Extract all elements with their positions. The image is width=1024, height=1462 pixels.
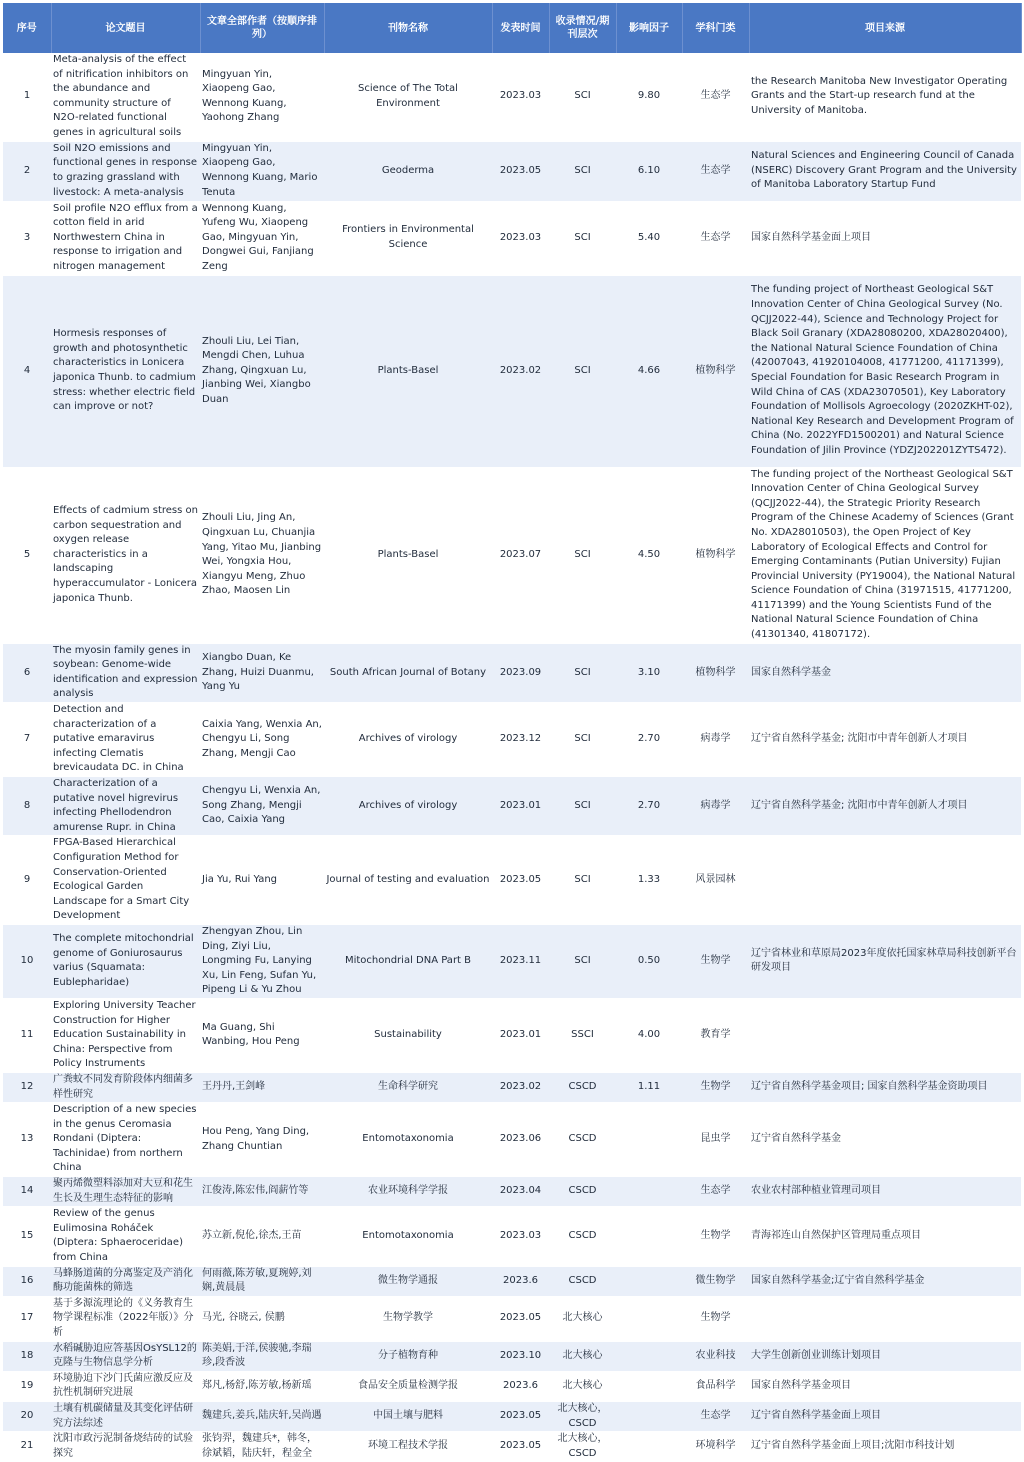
cell-title: The complete mitochondrial genome of Goniurosaurus varius (Squamata: Eublepharidae) [51, 924, 200, 998]
table-row [3, 998, 1021, 1072]
table-row [3, 1207, 1021, 1266]
cell-impact-factor: 4.50 [616, 467, 682, 643]
cell-discipline: 微生物学 [682, 1266, 749, 1296]
cell-date: 2023.06 [492, 1103, 549, 1177]
cell-journal: 中国土壤与肥料 [324, 1401, 492, 1431]
cell-indexing: CSCD [549, 1103, 616, 1177]
cell-funding: The funding project of Northeast Geological S&T Innovation Center of China Geological Survey (No. QCJJ2022-44), Science and Technology Project for Black Soil Granary (XDA28080200, XDA28020400), the National Natural Science Foundation of China (42007043, 41920104008, 41771200, 41171399), Special Foundation for Basic Research Program in Wild China of CAS (XDA23070501), Key Laboratory Foundation of Mollisols Agroecology (2020ZKHT-02), National Key Research and Development Program of China (No. 2022YFD1500201) and Natural Science Foundation of Jilin Province (YDZJ202201ZYTS472). [749, 275, 1021, 467]
col-header-index: 序号 [3, 3, 51, 53]
table-row [3, 1103, 1021, 1177]
cell-date: 2023.6 [492, 1266, 549, 1296]
header-row [3, 3, 1021, 53]
cell-journal: Plants-Basel [324, 275, 492, 467]
cell-funding: 农业农村部种植业管理司项目 [749, 1177, 1021, 1207]
cell-funding: 辽宁省自然科学基金项目; 国家自然科学基金资助项目 [749, 1072, 1021, 1102]
cell-title: 基于多源流理论的《义务教育生物学课程标准（2022年版）》分析 [51, 1296, 200, 1341]
cell-impact-factor: 1.11 [616, 1072, 682, 1102]
cell-discipline: 生物学 [682, 1207, 749, 1266]
cell-date: 2023.09 [492, 643, 549, 702]
cell-journal: 微生物学通报 [324, 1266, 492, 1296]
cell-authors: 张钧羿，魏建兵*，韩冬，徐斌韬，陆庆轩，程金全 [200, 1432, 324, 1462]
cell-title: Description of a new species in the genus Ceromasia Rondani (Diptera: Tachinidae) from northern China [51, 1103, 200, 1177]
col-header-authors: 文章全部作者（按顺序排列） [200, 3, 324, 53]
cell-index: 19 [3, 1371, 51, 1401]
cell-indexing: 北大核心 [549, 1341, 616, 1371]
cell-funding: 辽宁省林业和草原局2023年度依托国家林草局科技创新平台研发项目 [749, 924, 1021, 998]
cell-date: 2023.05 [492, 1296, 549, 1341]
cell-funding: 国家自然科学基金 [749, 643, 1021, 702]
cell-authors: Mingyuan Yin, Xiaopeng Gao, Wennong Kuang, Yaohong Zhang [200, 53, 324, 141]
cell-indexing: 北大核心，CSCD [549, 1432, 616, 1462]
table-row [3, 1296, 1021, 1341]
cell-date: 2023.07 [492, 467, 549, 643]
cell-funding: The funding project of the Northeast Geological S&T Innovation Center of China Geological Survey (QCJJ2022-44), the Strategic Priority Research Program of the Chinese Academy of Sciences (Grant No. XDA28010503), the Open Project of Key Laboratory of Ecological Effects and Control for Emerging Contaminants (Putian University) Fujian Provincial University (PY19004), the National Natural Science Foundation of China (31971515, 41771200, 41171399) and the Young Scientists Fund of the National Natural Science Foundation of China (41301340, 41807172). [749, 467, 1021, 643]
cell-journal: 环境工程技术学报 [324, 1432, 492, 1462]
cell-date: 2023.03 [492, 1207, 549, 1266]
cell-title: 环境胁迫下沙门氏菌应激反应及抗性机制研究进展 [51, 1371, 200, 1401]
cell-impact-factor [616, 1432, 682, 1462]
cell-discipline: 生物学 [682, 924, 749, 998]
cell-impact-factor [616, 1177, 682, 1207]
cell-authors: Jia Yu, Rui Yang [200, 836, 324, 925]
cell-date: 2023.02 [492, 1072, 549, 1102]
col-header-title: 论文题目 [51, 3, 200, 53]
cell-authors: Zhouli Liu, Lei Tian, Mengdi Chen, Luhua Zhang, Qingxuan Lu, Jianbing Wei, Xiangbo Duan [200, 275, 324, 467]
cell-title: 沈阳市政污泥制备烧结砖的试验探究 [51, 1432, 200, 1462]
cell-index: 12 [3, 1072, 51, 1102]
table-row [3, 836, 1021, 925]
cell-date: 2023.12 [492, 703, 549, 777]
cell-index: 16 [3, 1266, 51, 1296]
cell-indexing: SCI [549, 924, 616, 998]
table-row [3, 275, 1021, 467]
cell-title: Soil profile N2O efflux from a cotton field in arid Northwestern China in response to irrigation and nitrogen management [51, 201, 200, 275]
table-row [3, 924, 1021, 998]
cell-title: Soil N2O emissions and functional genes in response to grazing grassland with livestock: A meta-analysis [51, 141, 200, 201]
table-row [3, 777, 1021, 836]
col-header-discipline: 学科门类 [682, 3, 749, 53]
cell-funding [749, 836, 1021, 925]
cell-impact-factor: 0.50 [616, 924, 682, 998]
cell-funding [749, 998, 1021, 1072]
cell-index: 20 [3, 1401, 51, 1431]
cell-indexing: SCI [549, 703, 616, 777]
cell-journal: Geoderma [324, 141, 492, 201]
cell-title: Characterization of a putative novel higrevirus infecting Phellodendron amurense Rupr. in China [51, 777, 200, 836]
cell-index: 9 [3, 836, 51, 925]
col-header-funding: 项目来源 [749, 3, 1021, 53]
publication-table [3, 3, 1022, 1462]
cell-index: 21 [3, 1432, 51, 1462]
cell-authors: Xiangbo Duan, Ke Zhang, Huizi Duanmu, Yang Yu [200, 643, 324, 702]
cell-index: 8 [3, 777, 51, 836]
cell-date: 2023.01 [492, 777, 549, 836]
cell-journal: South African Journal of Botany [324, 643, 492, 702]
table-row [3, 1432, 1021, 1462]
cell-journal: Archives of virology [324, 703, 492, 777]
cell-journal: Archives of virology [324, 777, 492, 836]
cell-title: 水稻碱胁迫应答基因OsYSL12的克隆与生物信息学分析 [51, 1341, 200, 1371]
cell-funding: 辽宁省自然科学基金 [749, 1103, 1021, 1177]
cell-date: 2023.03 [492, 201, 549, 275]
cell-title: Exploring University Teacher Construction for Higher Education Sustainability in China: Perspective from Policy Instruments [51, 998, 200, 1072]
cell-title: Meta-analysis of the effect of nitrification inhibitors on the abundance and community structure of N2O-related functional genes in agricultural soils [51, 53, 200, 141]
cell-impact-factor: 4.00 [616, 998, 682, 1072]
cell-funding: 青海祁连山自然保护区管理局重点项目 [749, 1207, 1021, 1266]
cell-discipline: 食品科学 [682, 1371, 749, 1401]
cell-funding: 国家自然科学基金;辽宁省自然科学基金 [749, 1266, 1021, 1296]
cell-indexing: CSCD [549, 1207, 616, 1266]
col-header-impact-factor: 影响因子 [616, 3, 682, 53]
cell-funding: the Research Manitoba New Investigator Operating Grants and the Start-up research fund at the University of Manitoba. [749, 53, 1021, 141]
cell-authors: 魏建兵,姜兵,陆庆轩,吴尚遇 [200, 1401, 324, 1431]
cell-title: Review of the genus Eulimosina Roháček (Diptera: Sphaeroceridae) from China [51, 1207, 200, 1266]
cell-impact-factor [616, 1266, 682, 1296]
cell-date: 2023.6 [492, 1371, 549, 1401]
cell-funding: 大学生创新创业训练计划项目 [749, 1341, 1021, 1371]
table-row [3, 53, 1021, 141]
cell-indexing: SCI [549, 467, 616, 643]
cell-impact-factor [616, 1401, 682, 1431]
cell-discipline: 风景园林 [682, 836, 749, 925]
cell-discipline: 生物学 [682, 1296, 749, 1341]
cell-date: 2023.05 [492, 1432, 549, 1462]
cell-date: 2023.03 [492, 53, 549, 141]
cell-journal: 农业环境科学学报 [324, 1177, 492, 1207]
cell-discipline: 农业科技 [682, 1341, 749, 1371]
cell-impact-factor [616, 1371, 682, 1401]
cell-discipline: 生态学 [682, 141, 749, 201]
cell-authors: Caixia Yang, Wenxia An, Chengyu Li, Song Zhang, Mengji Cao [200, 703, 324, 777]
cell-impact-factor [616, 1296, 682, 1341]
table-row [3, 1371, 1021, 1401]
cell-date: 2023.02 [492, 275, 549, 467]
cell-indexing: SCI [549, 777, 616, 836]
cell-journal: 生命科学研究 [324, 1072, 492, 1102]
cell-title: The myosin family genes in soybean: Genome-wide identification and expression analysis [51, 643, 200, 702]
cell-indexing: SCI [549, 141, 616, 201]
table-row [3, 201, 1021, 275]
cell-indexing: SSCI [549, 998, 616, 1072]
table-row [3, 1177, 1021, 1207]
cell-indexing: 北大核心 [549, 1296, 616, 1341]
cell-authors: 苏立新,倪伦,徐杰,王苗 [200, 1207, 324, 1266]
cell-date: 2023.10 [492, 1341, 549, 1371]
cell-title: 马蜂肠道菌的分离鉴定及产消化酶功能菌株的筛选 [51, 1266, 200, 1296]
cell-discipline: 生态学 [682, 53, 749, 141]
cell-impact-factor: 6.10 [616, 141, 682, 201]
cell-impact-factor [616, 1103, 682, 1177]
cell-indexing: SCI [549, 836, 616, 925]
cell-authors: Ma Guang, Shi Wanbing, Hou Peng [200, 998, 324, 1072]
cell-funding: Natural Sciences and Engineering Council of Canada (NSERC) Discovery Grant Program and the University of Manitoba Laboratory Startup Fund [749, 141, 1021, 201]
cell-date: 2023.05 [492, 836, 549, 925]
cell-impact-factor: 4.66 [616, 275, 682, 467]
cell-discipline: 生态学 [682, 1401, 749, 1431]
cell-authors: Chengyu Li, Wenxia An, Song Zhang, Mengji Cao, Caixia Yang [200, 777, 324, 836]
cell-journal: Journal of testing and evaluation [324, 836, 492, 925]
cell-title: 土壤有机碳储量及其变化评估研究方法综述 [51, 1401, 200, 1431]
cell-authors: 江俊涛,陈宏伟,阎薪竹等 [200, 1177, 324, 1207]
cell-journal: Sustainability [324, 998, 492, 1072]
table-row [3, 1341, 1021, 1371]
cell-indexing: 北大核心 [549, 1371, 616, 1401]
cell-index: 10 [3, 924, 51, 998]
cell-indexing: CSCD [549, 1072, 616, 1102]
table-row [3, 1266, 1021, 1296]
col-header-date: 发表时间 [492, 3, 549, 53]
cell-authors: 马光, 谷晓云, 侯鹏 [200, 1296, 324, 1341]
cell-date: 2023.05 [492, 1401, 549, 1431]
cell-journal: 生物学教学 [324, 1296, 492, 1341]
table-row [3, 467, 1021, 643]
cell-journal: 分子植物育种 [324, 1341, 492, 1371]
cell-indexing: SCI [549, 643, 616, 702]
cell-index: 3 [3, 201, 51, 275]
cell-discipline: 植物科学 [682, 643, 749, 702]
cell-index: 4 [3, 275, 51, 467]
col-header-indexing: 收录情况/期刊层次 [549, 3, 616, 53]
cell-indexing: SCI [549, 201, 616, 275]
cell-index: 13 [3, 1103, 51, 1177]
cell-discipline: 生物学 [682, 1072, 749, 1102]
cell-authors: 郑凡,杨舒,陈芳敏,杨新瑶 [200, 1371, 324, 1401]
cell-indexing: CSCD [549, 1266, 616, 1296]
cell-index: 7 [3, 703, 51, 777]
cell-title: Effects of cadmium stress on carbon sequestration and oxygen release characteristics in a landscaping hyperaccumulator - Lonicera japonica Thunb. [51, 467, 200, 643]
cell-authors: 陈美娟,于洋,侯骏驰,李瑞珍,段香波 [200, 1341, 324, 1371]
table-row [3, 703, 1021, 777]
cell-indexing: SCI [549, 53, 616, 141]
cell-discipline: 生态学 [682, 201, 749, 275]
cell-impact-factor: 2.70 [616, 703, 682, 777]
cell-authors: Mingyuan Yin, Xiaopeng Gao, Wennong Kuang, Mario Tenuta [200, 141, 324, 201]
cell-funding: 国家自然科学基金项目 [749, 1371, 1021, 1401]
cell-index: 17 [3, 1296, 51, 1341]
cell-date: 2023.05 [492, 141, 549, 201]
cell-funding [749, 1296, 1021, 1341]
cell-authors: Zhouli Liu, Jing An, Qingxuan Lu, Chuanjia Yang, Yitao Mu, Jianbing Wei, Yongxia Hou, Xiangyu Meng, Zhuo Zhao, Maosen Lin [200, 467, 324, 643]
cell-impact-factor [616, 1207, 682, 1266]
cell-date: 2023.01 [492, 998, 549, 1072]
cell-index: 14 [3, 1177, 51, 1207]
cell-indexing: CSCD [549, 1177, 616, 1207]
cell-funding: 辽宁省自然科学基金面上项目 [749, 1401, 1021, 1431]
cell-title: Detection and characterization of a putative emaravirus infecting Clematis brevicaudata DC. in China [51, 703, 200, 777]
cell-journal: Entomotaxonomia [324, 1103, 492, 1177]
cell-discipline: 病毒学 [682, 703, 749, 777]
cell-title: Hormesis responses of growth and photosynthetic characteristics in Lonicera japonica Thunb. to cadmium stress: whether electric field can improve or not? [51, 275, 200, 467]
cell-discipline: 植物科学 [682, 275, 749, 467]
cell-authors: Wennong Kuang, Yufeng Wu, Xiaopeng Gao, Mingyuan Yin, Dongwei Gui, Fanjiang Zeng [200, 201, 324, 275]
cell-impact-factor: 3.10 [616, 643, 682, 702]
cell-impact-factor: 5.40 [616, 201, 682, 275]
cell-journal: Frontiers in Environmental Science [324, 201, 492, 275]
cell-date: 2023.04 [492, 1177, 549, 1207]
cell-journal: Mitochondrial DNA Part B [324, 924, 492, 998]
cell-index: 15 [3, 1207, 51, 1266]
cell-index: 1 [3, 53, 51, 141]
cell-index: 18 [3, 1341, 51, 1371]
cell-indexing: 北大核心，CSCD [549, 1401, 616, 1431]
cell-date: 2023.11 [492, 924, 549, 998]
table-body [3, 53, 1021, 1462]
cell-indexing: SCI [549, 275, 616, 467]
cell-authors: 何雨薇,陈芳敏,夏琬婷,刘娴,黄晨晨 [200, 1266, 324, 1296]
cell-discipline: 病毒学 [682, 777, 749, 836]
cell-impact-factor: 9.80 [616, 53, 682, 141]
cell-journal: Plants-Basel [324, 467, 492, 643]
cell-index: 11 [3, 998, 51, 1072]
cell-discipline: 昆虫学 [682, 1103, 749, 1177]
cell-journal: 食品安全质量检测学报 [324, 1371, 492, 1401]
cell-index: 2 [3, 141, 51, 201]
table-row [3, 1401, 1021, 1431]
cell-title: 聚丙烯微塑料添加对大豆和花生生长及生理生态特征的影响 [51, 1177, 200, 1207]
cell-funding: 辽宁省自然科学基金; 沈阳市中青年创新人才项目 [749, 703, 1021, 777]
cell-discipline: 生态学 [682, 1177, 749, 1207]
cell-impact-factor [616, 1341, 682, 1371]
cell-discipline: 植物科学 [682, 467, 749, 643]
cell-impact-factor: 1.33 [616, 836, 682, 925]
cell-discipline: 环境科学 [682, 1432, 749, 1462]
cell-authors: 王丹丹,王剑峰 [200, 1072, 324, 1102]
col-header-journal: 刊物名称 [324, 3, 492, 53]
cell-funding: 国家自然科学基金面上项目 [749, 201, 1021, 275]
cell-discipline: 教育学 [682, 998, 749, 1072]
cell-journal: Science of The Total Environment [324, 53, 492, 141]
cell-title: 广粪蚊不同发育阶段体内细菌多样性研究 [51, 1072, 200, 1102]
cell-funding: 辽宁省自然科学基金; 沈阳市中青年创新人才项目 [749, 777, 1021, 836]
cell-impact-factor: 2.70 [616, 777, 682, 836]
cell-title: FPGA-Based Hierarchical Configuration Method for Conservation-Oriented Ecological Garden Landscape for a Smart City Development [51, 836, 200, 925]
cell-index: 5 [3, 467, 51, 643]
cell-authors: Zhengyan Zhou, Lin Ding, Ziyi Liu, Longming Fu, Lanying Xu, Lin Feng, Sufan Yu, Pipeng Li & Yu Zhou [200, 924, 324, 998]
cell-authors: Hou Peng, Yang Ding, Zhang Chuntian [200, 1103, 324, 1177]
table-row [3, 141, 1021, 201]
cell-index: 6 [3, 643, 51, 702]
cell-journal: Entomotaxonomia [324, 1207, 492, 1266]
table-row [3, 643, 1021, 702]
table-row [3, 1072, 1021, 1102]
cell-funding: 辽宁省自然科学基金面上项目;沈阳市科技计划 [749, 1432, 1021, 1462]
